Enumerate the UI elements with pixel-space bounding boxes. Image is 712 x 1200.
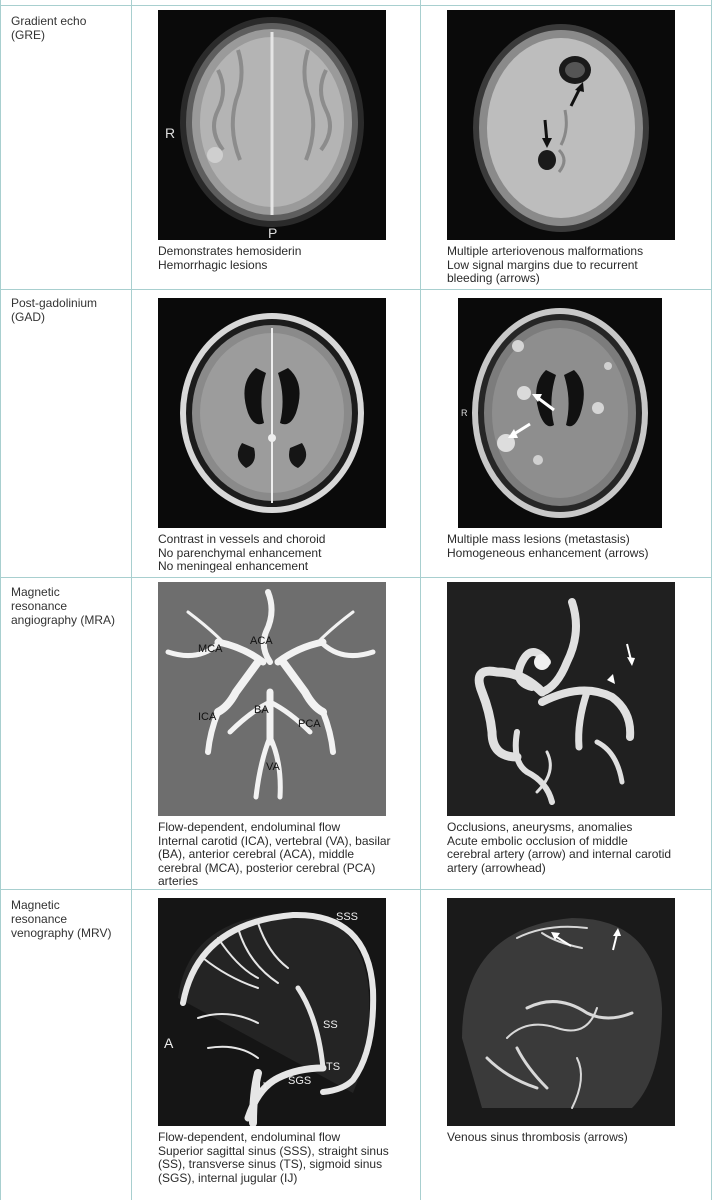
- vessel-label-va: VA: [266, 761, 280, 773]
- mra-normal-image: [158, 582, 386, 816]
- orientation-label-r: R: [165, 125, 176, 141]
- technique-label-gre: Gradient echo (GRE): [11, 14, 87, 42]
- orientation-label-r: R: [461, 408, 468, 418]
- gre-abnormal-caption: Multiple arteriovenous malformations Low signal margins due to recurrent bleeding (arrows): [447, 244, 644, 285]
- mra-normal-svg: [158, 582, 386, 816]
- technique-label-mra: Magnetic resonance angiography (MRA): [11, 585, 116, 627]
- mrv-normal-image: [158, 898, 386, 1126]
- row-divider: [1, 577, 711, 578]
- gad-normal-mri-svg: [158, 298, 386, 528]
- sinus-label-sss: SSS: [336, 911, 359, 923]
- mra-abnormal-svg: [447, 582, 675, 816]
- orientation-label-p: P: [268, 225, 278, 240]
- row-divider: [1, 5, 711, 6]
- gad-abnormal-caption: Multiple mass lesions (metastasis) Homogeneous enhancement (arrows): [447, 532, 649, 560]
- mra-normal-caption: Flow-dependent, endoluminal flow Internal carotid (ICA), vertebral (VA), basilar (BA), anterior cerebral (ACA), middle cerebral (MCA), posterior cerebral (PCA) arteries: [158, 820, 391, 888]
- vessel-label-aca: ACA: [250, 635, 273, 647]
- sinus-label-ts: TS: [326, 1061, 341, 1073]
- vessel-label-mca: MCA: [198, 643, 223, 655]
- gad-normal-mri-image: [158, 298, 386, 528]
- mrv-abnormal-svg: [447, 898, 675, 1126]
- technique-label-mrv: Magnetic resonance venography (MRV): [11, 898, 112, 940]
- column-divider: [420, 0, 421, 1200]
- sinus-label-ij: IJ: [258, 1081, 267, 1093]
- mrv-normal-caption: Flow-dependent, endoluminal flow Superior sagittal sinus (SSS), straight sinus (SS), transverse sinus (TS), sigmoid sinus (SGS), internal jugular (IJ): [158, 1130, 389, 1185]
- technique-label-gad: Post-gadolinium (GAD): [11, 296, 98, 324]
- vessel-label-ica: ICA: [198, 711, 217, 723]
- mra-abnormal-image: [447, 582, 675, 816]
- orientation-label-a: A: [164, 1035, 174, 1051]
- row-divider: [1, 889, 711, 890]
- gre-normal-mri-image: [158, 10, 386, 240]
- column-divider: [131, 0, 132, 1200]
- sinus-label-ss: SS: [323, 1019, 338, 1031]
- vessel-label-pca: PCA: [298, 718, 321, 730]
- gad-normal-caption: Contrast in vessels and choroid No parenchymal enhancement No meningeal enhancement: [158, 532, 326, 573]
- mrv-abnormal-image: [447, 898, 675, 1126]
- gre-normal-mri-svg: [158, 10, 386, 240]
- gre-abnormal-mri-image: [447, 10, 675, 240]
- row-divider: [1, 289, 711, 290]
- gad-abnormal-mri-svg: [458, 298, 662, 528]
- gre-normal-caption: Demonstrates hemosiderin Hemorrhagic lesions: [158, 244, 302, 272]
- gre-abnormal-mri-svg: [447, 10, 675, 240]
- sinus-label-sgs: SGS: [288, 1075, 312, 1087]
- mra-abnormal-caption: Occlusions, aneurysms, anomalies Acute embolic occlusion of middle cerebral artery (arrow) and internal carotid artery (arrowhead): [447, 820, 672, 875]
- gad-abnormal-mri-image: [458, 298, 662, 528]
- vessel-label-ba: BA: [254, 704, 269, 716]
- mrv-abnormal-caption: Venous sinus thrombosis (arrows): [447, 1130, 628, 1144]
- mrv-normal-svg: [158, 898, 386, 1126]
